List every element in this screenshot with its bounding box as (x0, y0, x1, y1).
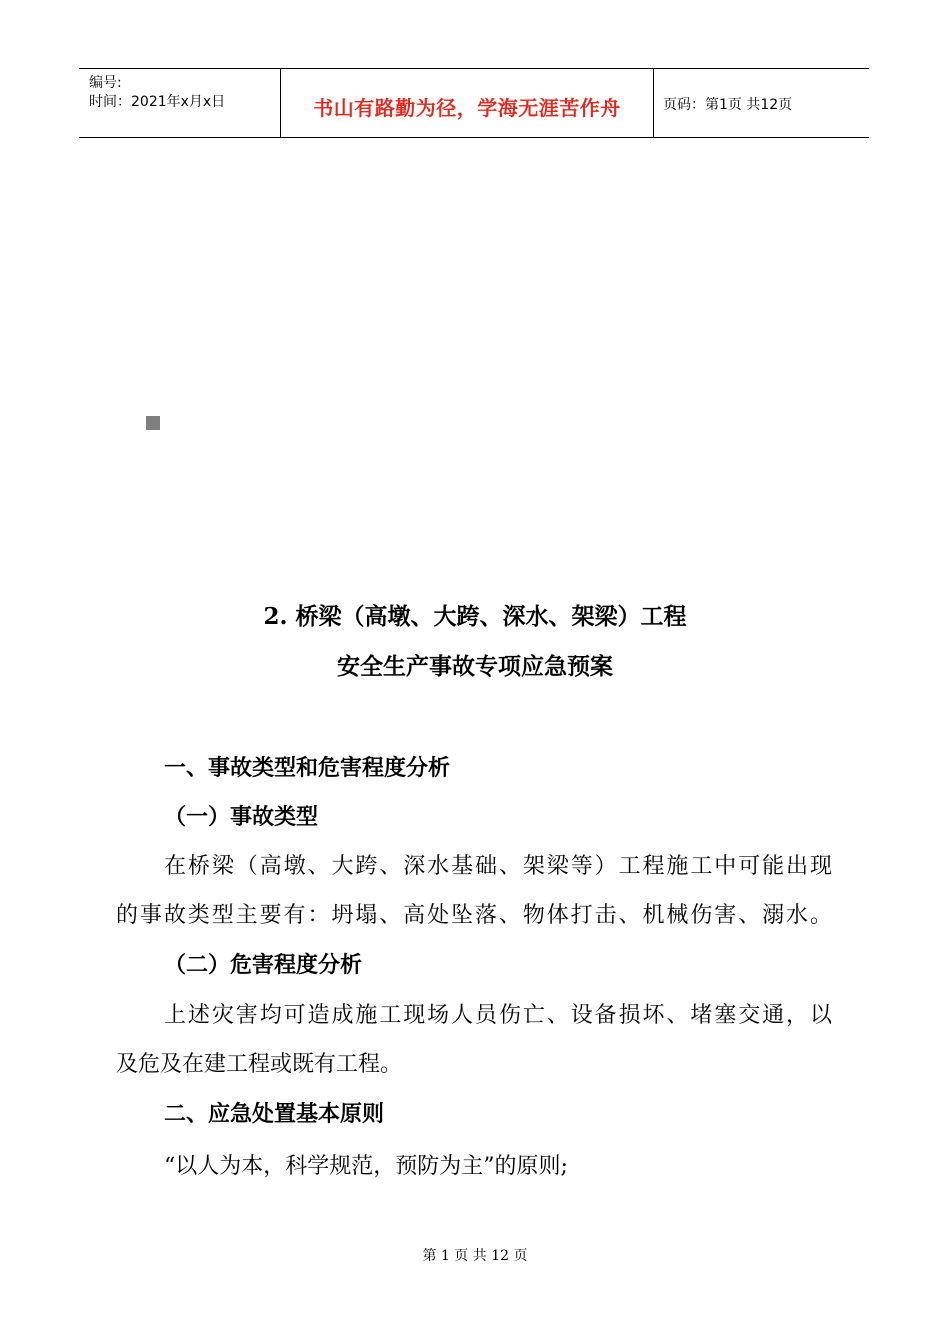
gray-square-marker (146, 416, 160, 430)
header-page-info: 页码：第1页 共12页 (663, 97, 793, 113)
subsection1-heading: （一）事故类型 (164, 804, 319, 830)
header-motto-cell (281, 69, 654, 137)
document-number-label: 编号: (89, 75, 122, 91)
document-time-label: 时间：2021年x月x日 (89, 94, 226, 110)
header-motto: 书山有路勤为径，学海无涯苦作舟 (313, 96, 621, 120)
subsection2-paragraph-line1: 上述灾害均可造成施工现场人员伤亡、设备损坏、堵塞交通，以 (164, 1003, 832, 1028)
principle-text: “以人为本，科学规范，预防为主”的原则; (164, 1154, 568, 1179)
subsection1-paragraph-line2: 的事故类型主要有：坍塌、高处坠落、物体打击、机械伤害、溺水。 (116, 903, 832, 928)
document-title-line2: 安全生产事故专项应急预案 (337, 653, 613, 680)
subsection2-paragraph-line2: 及危及在建工程或既有工程。 (116, 1052, 403, 1077)
section2-heading: 二、应急处置基本原则 (164, 1101, 385, 1127)
document-title-line1: 2. 桥梁（高墩、大跨、深水、架梁）工程 (263, 603, 687, 630)
header-info-cell (79, 69, 281, 137)
page-footer: 第 1 页 共 12 页 (422, 1248, 528, 1264)
header-page-cell (654, 69, 869, 137)
subsection2-heading: （二）危害程度分析 (164, 952, 363, 978)
section1-heading: 一、事故类型和危害程度分析 (164, 755, 451, 781)
page-header (79, 68, 869, 138)
subsection1-paragraph-line1: 在桥梁（高墩、大跨、深水基础、架梁等）工程施工中可能出现 (164, 854, 832, 879)
